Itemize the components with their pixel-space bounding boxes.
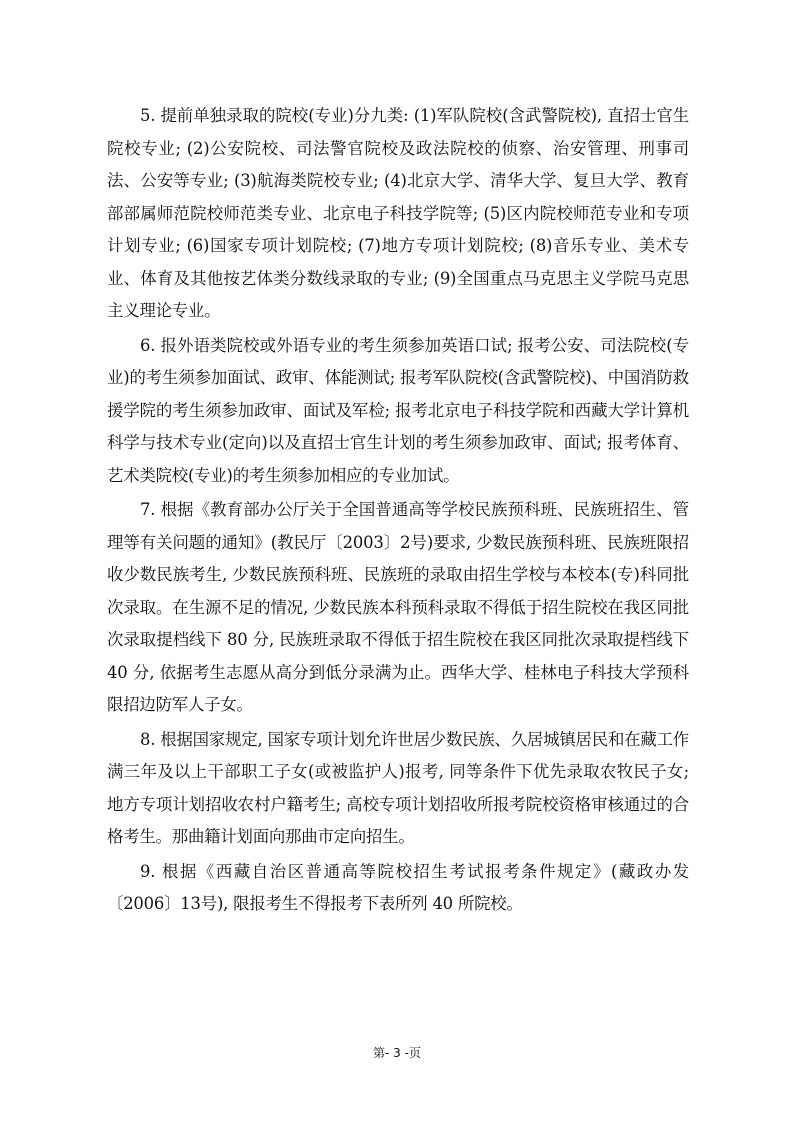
page-number: 第- 3 -页 <box>373 1046 421 1060</box>
paragraph-7: 7. 根据《教育部办公厅关于全国普通高等学校民族预科班、民族班招生、管理等有关问题的通知》(教民厅〔2003〕2号)要求, 少数民族预科班、民族班限招收少数民族考生, 少数民族预科班、民族班的录取由招生学校与本校本(专)科同批次录取。在生源不足的情况, 少数民族本科预科录取不得低于招生院校在我区同批次录取提档线下 80 分, 民族班录取不得低于招生院校在我区同批次录取提档线下 40 分, 依据考生志愿从高分到低分录满为止。西华大学、桂林电子科技大学预科限招边防军人子女。 <box>107 500 689 714</box>
paragraph-9: 9. 根据《西藏自治区普通高等院校招生考试报考条件规定》(藏政办发〔2006〕13号), 限报考生不得报考下表所列 40 所院校。 <box>107 861 689 913</box>
document-body <box>107 100 689 923</box>
paragraph-6: 6. 报外语类院校或外语专业的考生须参加英语口试; 报考公安、司法院校(专业)的考生须参加面试、政审、体能测试; 报考军队院校(含武警院校)、中国消防救援学院的考生须参加政审、面试及军检; 报考北京电子科技学院和西藏大学计算机科学与技术专业(定向)以及直招士官生计划的考生须参加政审、面试; 报考体育、艺术类院校(专业)的考生须参加相应的专业加试。 <box>107 335 689 485</box>
paragraph-8: 8. 根据国家规定, 国家专项计划允许世居少数民族、久居城镇居民和在藏工作满三年及以上干部职工子女(或被监护人)报考, 同等条件下优先录取农牧民子女; 地方专项计划招收农村户籍考生; 高校专项计划招收所报考院校资格审核通过的合格考生。那曲籍计划面向那曲市定向招生。 <box>107 729 689 846</box>
paragraph-5: 5. 提前单独录取的院校(专业)分九类: (1)军队院校(含武警院校), 直招士官生院校专业; (2)公安院校、司法警官院校及政法院校的侦察、治安管理、刑事司法、公安等专业; (3)航海类院校专业; (4)北京大学、清华大学、复旦大学、教育部部属师范院校师范类专业、北京电子科技学院等; (5)区内院校师范专业和专项计划专业; (6)国家专项计划院校; (7)地方专项计划院校; (8)音乐专业、美术专业、体育及其他按艺体类分数线录取的专业; (9)全国重点马克思主义学院马克思主义理论专业。 <box>107 106 689 320</box>
